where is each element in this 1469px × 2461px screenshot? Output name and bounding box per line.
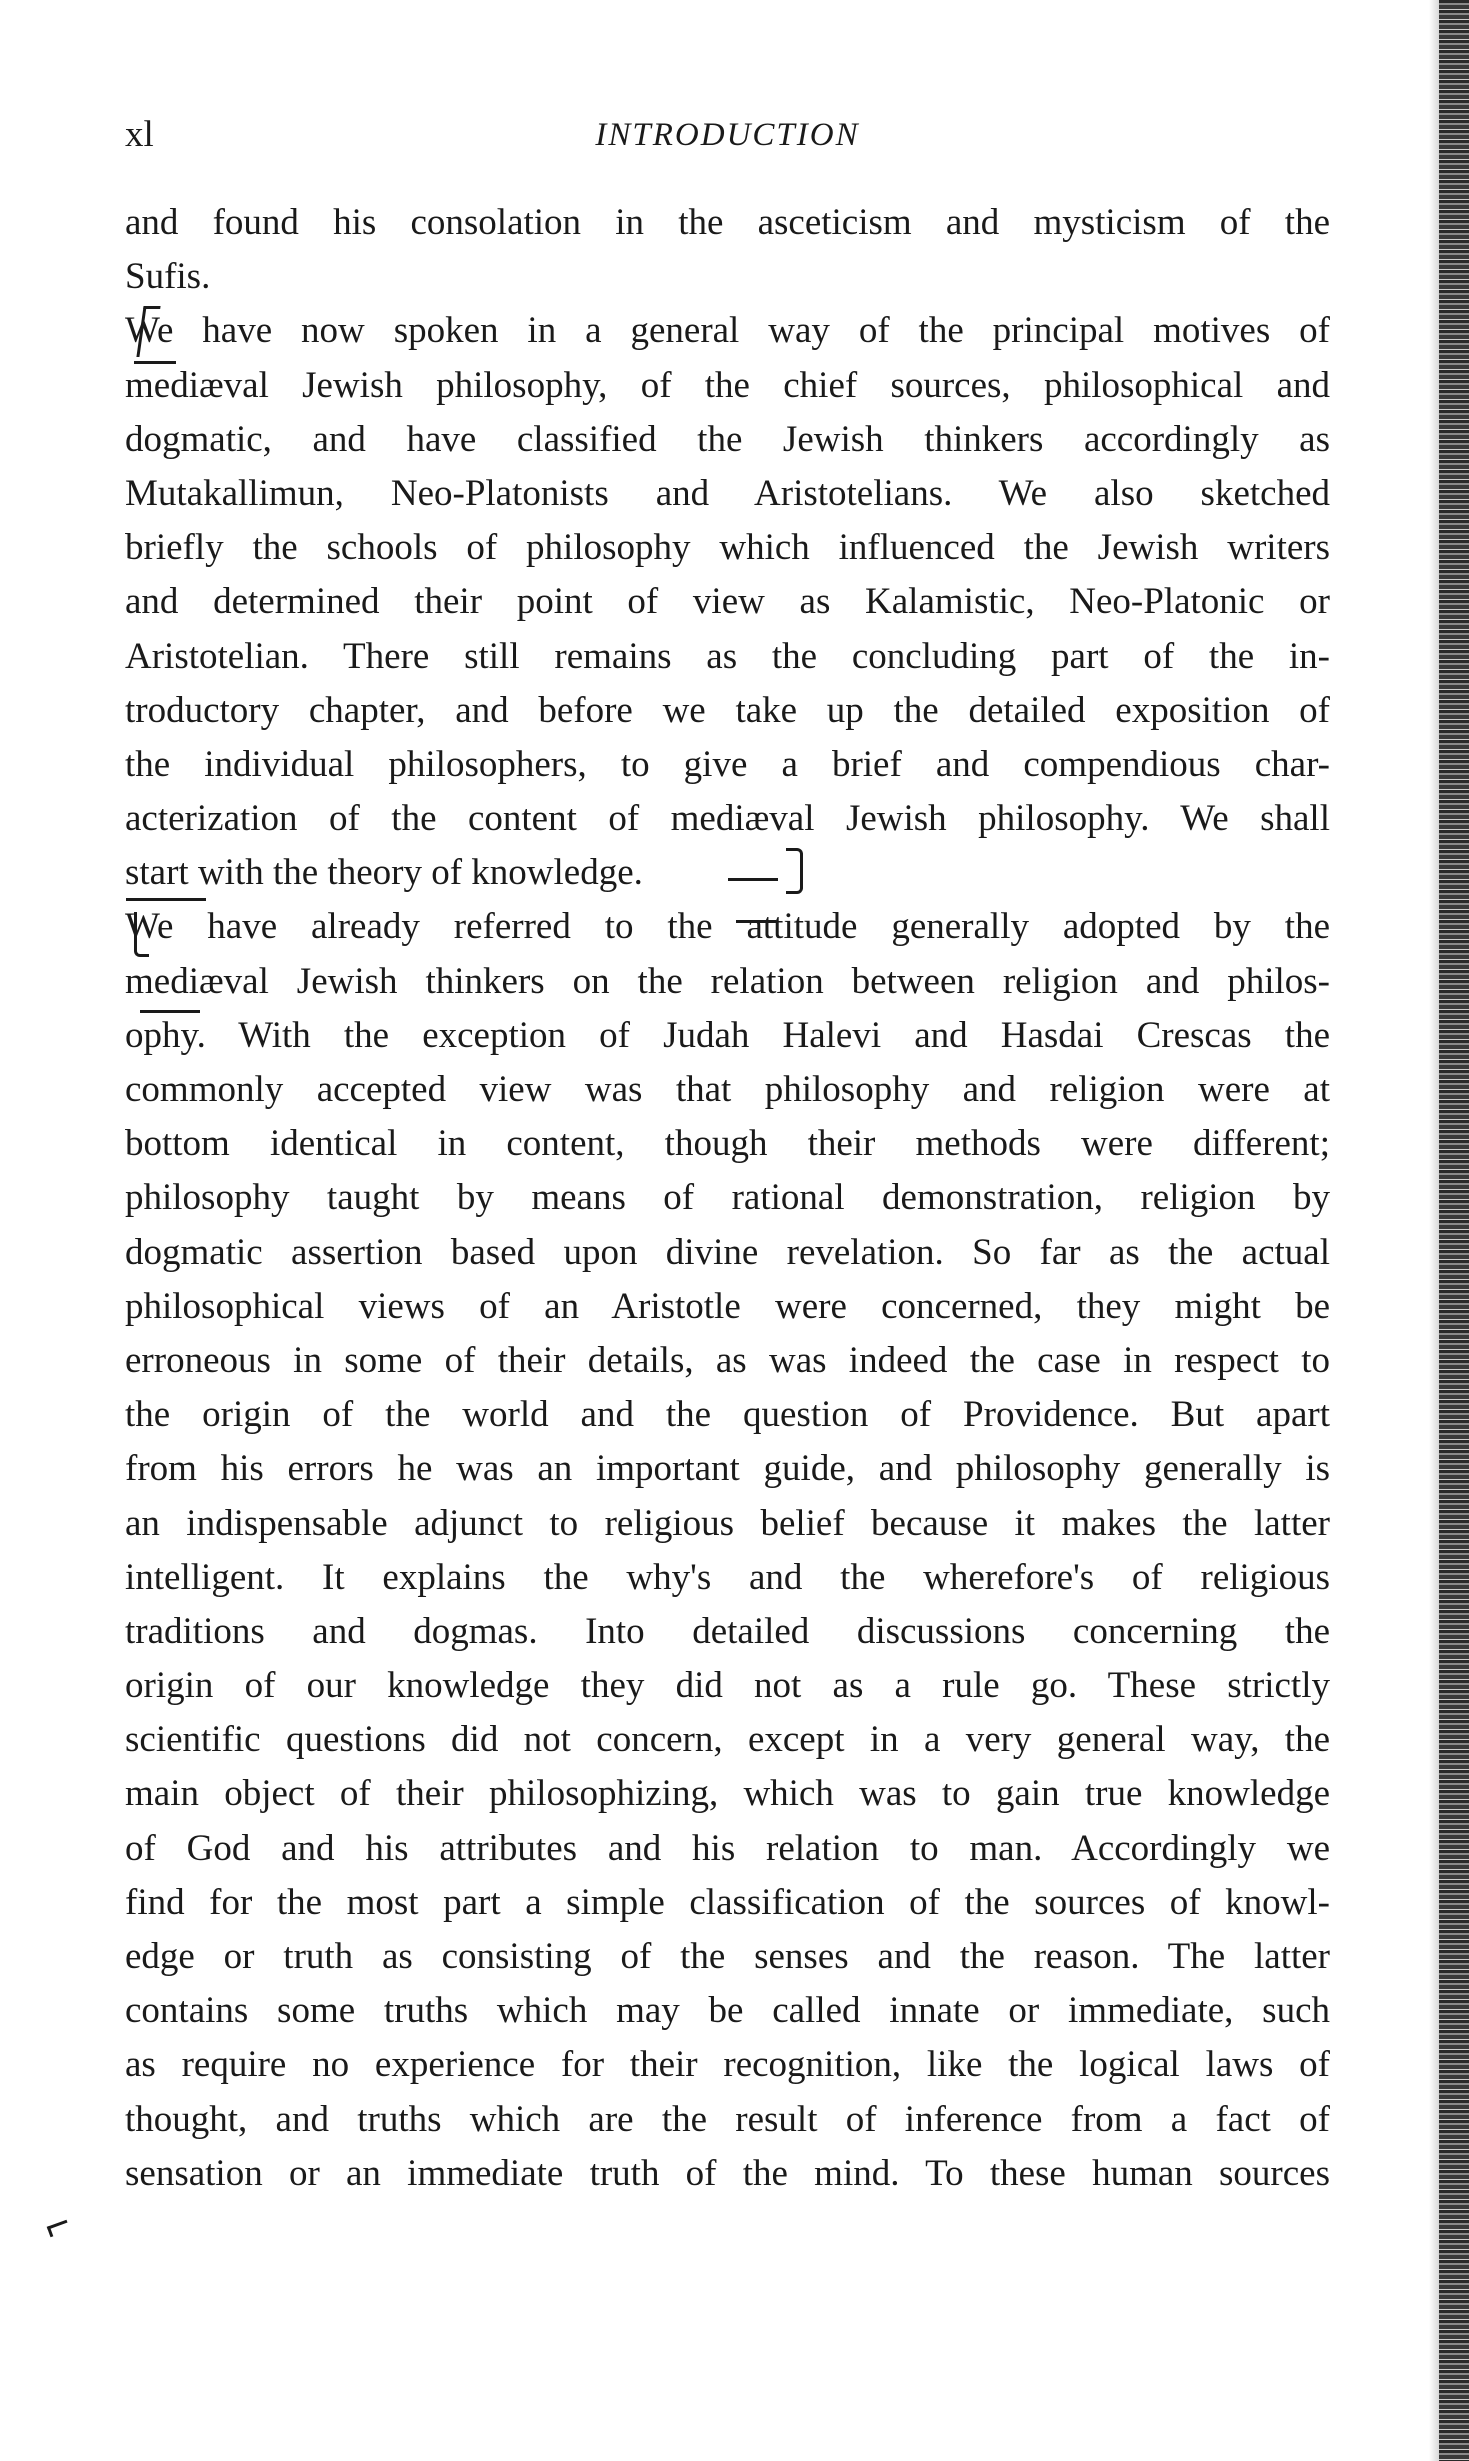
text-line: an indispensable adjunct to religious belief because it makes the latter [125,1502,1330,1544]
text-line: and found his consolation in the asceticism and mysticism of the [125,202,1330,243]
text-line: bottom identical in content, though their methods were different; [125,1123,1330,1165]
text-line: main object of their philosophizing, which was to gain true knowledge [125,1773,1330,1815]
text-line: commonly accepted view was that philosophy and religion were at [125,1069,1330,1110]
text-line: Sufis. [125,256,211,298]
stray-pencil-mark [47,2220,70,2238]
page-edge [1439,0,1469,2461]
text-line: edge or truth as consisting of the senses and the reason. The latter [125,1936,1330,1977]
text-line: the individual philosophers, to give a brief and compendious char- [125,743,1330,785]
text-line: scientific questions did not concern, except in a very general way, the [125,1719,1330,1761]
page-number: xl [125,114,154,155]
body-text [125,196,1330,2201]
page-header [125,110,1330,160]
text-line: Aristotelian. There still remains as the concluding part of the in- [125,635,1330,677]
text-line: briefly the schools of philosophy which influenced the Jewish writers [125,527,1330,569]
page-edge-shadow [1429,0,1439,2461]
text-line: traditions and dogmas. Into detailed discussions concerning the [125,1610,1330,1652]
handwritten-close-bracket [786,848,803,894]
text-line: thought, and truths which are the result of inference from a fact of [125,2098,1330,2140]
text-line: intelligent. It explains the why's and the wherefore's of religious [125,1556,1330,1598]
text-line: origin of our knowledge they did not as a rule go. These strictly [125,1665,1330,1707]
handwritten-overline [728,878,778,881]
text-line: find for the most part a simple classification of the sources of knowl- [125,1881,1330,1923]
text-line: mediæval Jewish philosophy, of the chief sources, philosophical and [125,364,1330,406]
handwritten-overline [736,920,776,923]
text-line: dogmatic, and have classified the Jewish thinkers accordingly as [125,418,1330,460]
text-line: start with the theory of knowledge. [125,852,643,894]
handwritten-open-bracket [134,912,149,957]
text-line: Mutakallimun, Neo-Platonists and Aristotelians. We also sketched [125,472,1330,514]
text-line: dogmatic assertion based upon divine revelation. So far as the actual [125,1231,1330,1273]
handwritten-underline [126,898,206,901]
text-line: acterization of the content of mediæval Jewish philosophy. We shall [125,798,1330,840]
text-line: and determined their point of view as Kalamistic, Neo-Platonic or [125,581,1330,623]
handwritten-underline [134,361,176,364]
text-line: erroneous in some of their details, as was indeed the case in respect to [125,1339,1330,1381]
text-line: contains some truths which may be called innate or immediate, such [125,1990,1330,2032]
text-line: philosophical views of an Aristotle were concerned, they might be [125,1285,1330,1327]
text-line: the origin of the world and the question of Providence. But apart [125,1394,1330,1436]
text-line: as require no experience for their recognition, like the logical laws of [125,2044,1330,2086]
text-line: from his errors he was an important guide, and philosophy generally is [125,1448,1330,1490]
text-line: We have already referred to the attitude generally adopted by the [125,906,1330,948]
text-line: of God and his attributes and his relation to man. Accordingly we [125,1827,1330,1869]
text-line: sensation or an immediate truth of the mind. To these human sources [125,2152,1330,2194]
text-line: troductory chapter, and before we take up the detailed exposition of [125,689,1330,731]
running-head: INTRODUCTION [595,117,860,153]
text-line: We have now spoken in a general way of the principal motives of [125,310,1330,352]
text-line: philosophy taught by means of rational demonstration, religion by [125,1177,1330,1219]
text-line: ophy. With the exception of Judah Halevi and Hasdai Crescas the [125,1014,1330,1056]
text-line: mediæval Jewish thinkers on the relation between religion and philos- [125,960,1330,1002]
handwritten-underline [140,1010,200,1013]
